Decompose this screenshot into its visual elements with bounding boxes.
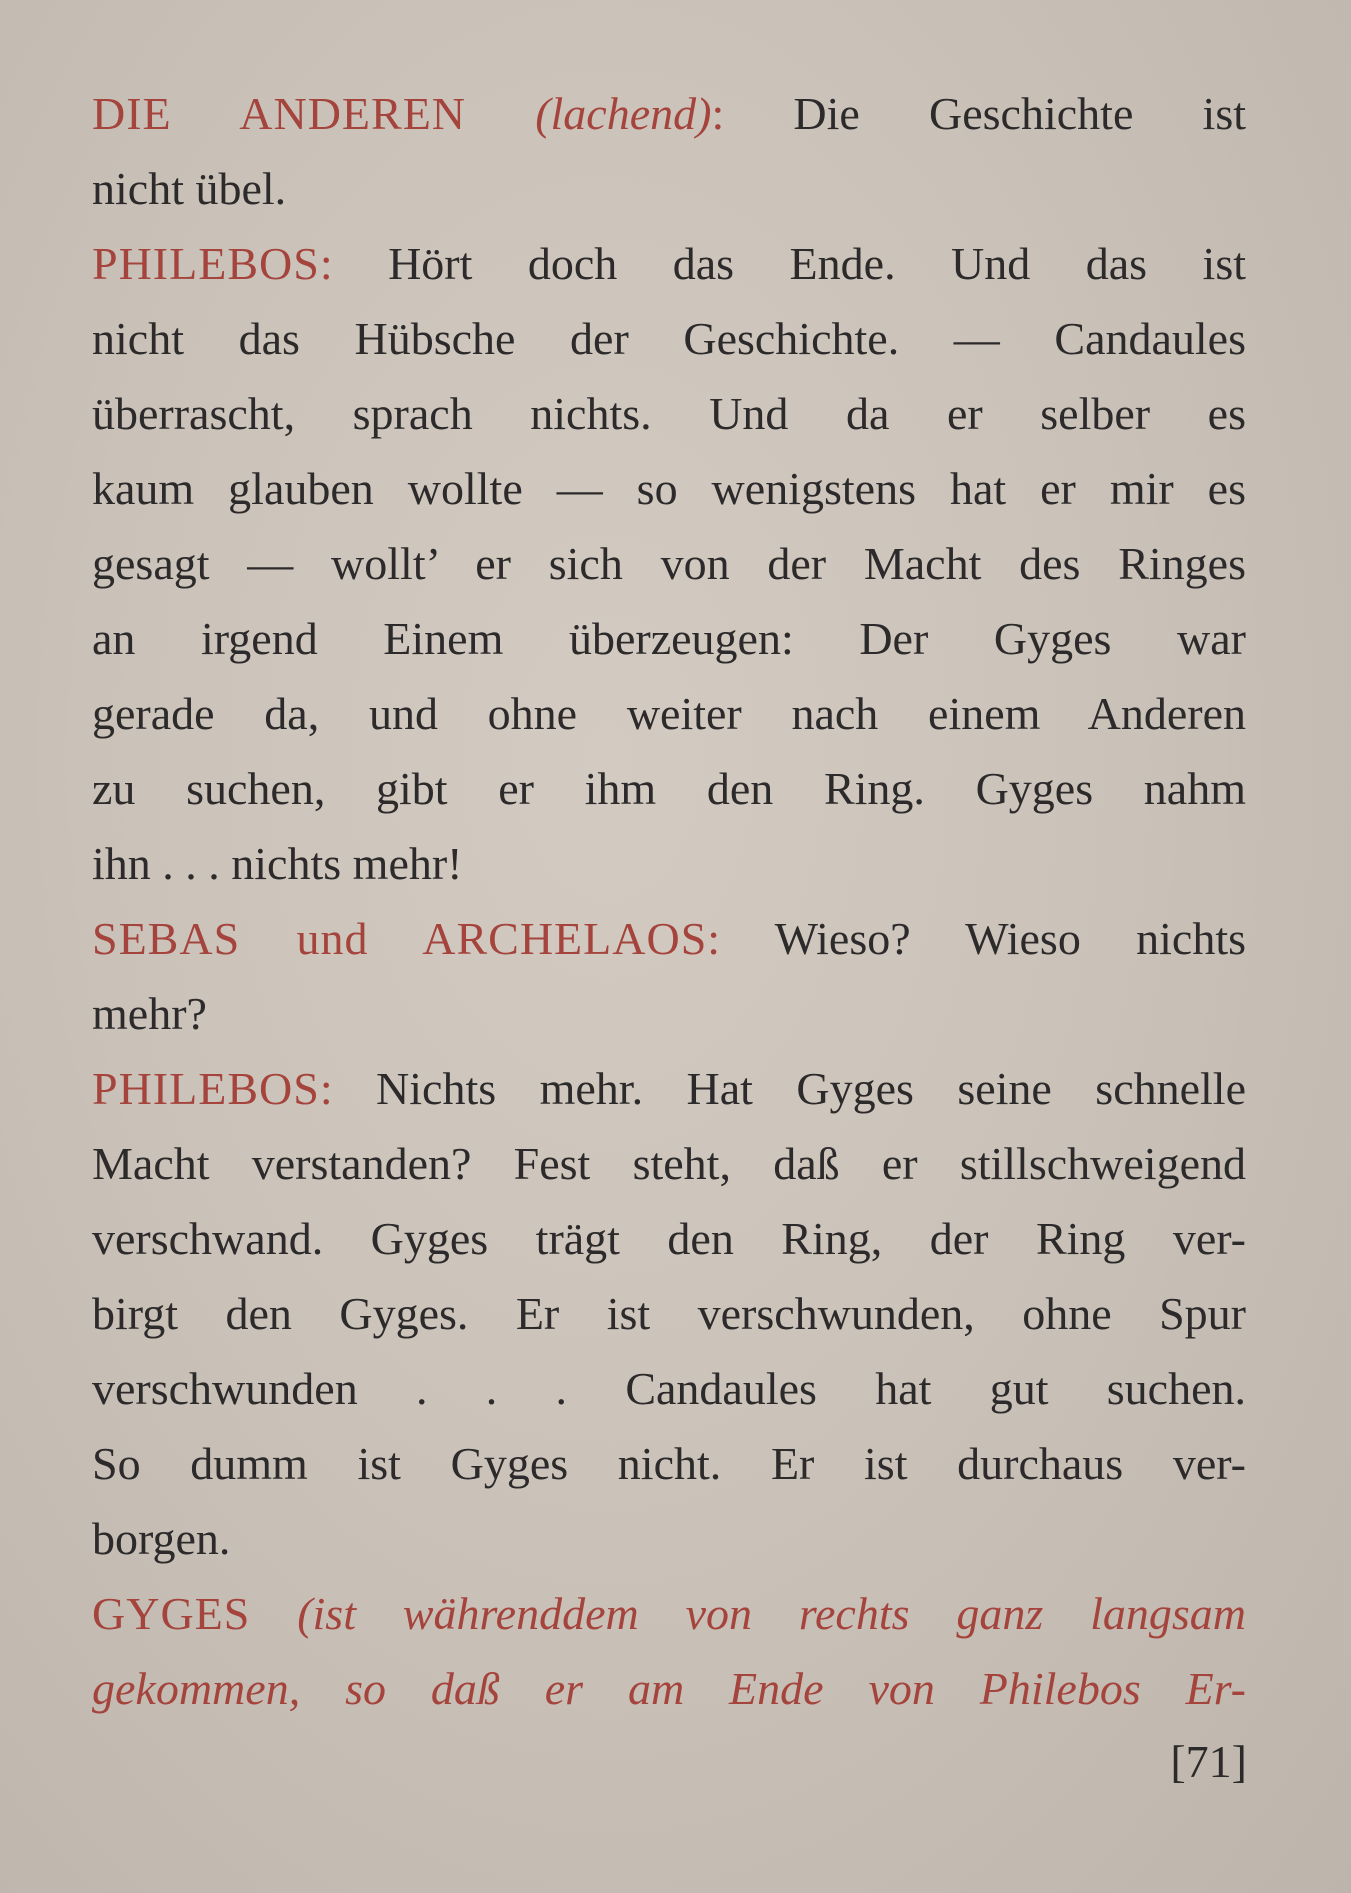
text-line xyxy=(92,901,1246,976)
speaker-colon: : xyxy=(707,913,721,964)
text-line xyxy=(92,1576,1246,1651)
text-line: nicht übel. xyxy=(92,163,287,214)
text-line: nicht das Hübsche der Geschichte. — Candaules xyxy=(92,313,1246,364)
text-line xyxy=(92,76,1246,151)
speaker-name: PHILEBOS xyxy=(92,238,320,289)
text-line: kaum glauben wollte — so wenigstens hat er mir es xyxy=(92,463,1246,514)
speaker-colon: : xyxy=(319,1063,333,1114)
text-line: verschwunden . . . Candaules hat gut suchen. xyxy=(92,1363,1246,1414)
speaker-name: SEBAS und ARCHELAOS xyxy=(92,913,708,964)
dialogue-text: Nichts mehr. Hat Gyges seine schnelle xyxy=(376,1063,1247,1114)
speaker-name: DIE ANDEREN xyxy=(92,88,467,139)
text-line: gesagt — wollt’ er sich von der Macht des Ringes xyxy=(92,538,1246,589)
dialogue-text: Hört doch das Ende. Und das ist xyxy=(388,238,1247,289)
text-line: So dumm ist Gyges nicht. Er ist durchaus ver- xyxy=(92,1438,1246,1489)
stage-direction: (lachend) xyxy=(535,88,712,139)
text-line xyxy=(92,1051,1246,1126)
text-line: borgen. xyxy=(92,1513,231,1564)
text-line: Macht verstanden? Fest steht, daß er stillschweigend xyxy=(92,1138,1246,1189)
text-line: birgt den Gyges. Er ist verschwunden, ohne Spur xyxy=(92,1288,1246,1339)
dialogue-text: Wieso? Wieso nichts xyxy=(774,913,1247,964)
text-line: mehr? xyxy=(92,988,207,1039)
speaker-name: GYGES xyxy=(92,1588,251,1639)
text-line: zu suchen, gibt er ihm den Ring. Gyges nahm xyxy=(92,763,1246,814)
speaker-colon: : xyxy=(319,238,333,289)
text-line: an irgend Einem überzeugen: Der Gyges war xyxy=(92,613,1246,664)
text-line: überrascht, sprach nichts. Und da er selber es xyxy=(92,388,1246,439)
page-text xyxy=(92,76,1246,1726)
text-line: verschwand. Gyges trägt den Ring, der Ring ver- xyxy=(92,1213,1246,1264)
text-line: ihn . . . nichts mehr! xyxy=(92,838,463,889)
stage-direction-line: gekommen, so daß er am Ende von Philebos Er- xyxy=(92,1663,1246,1714)
dialogue-text: Die Geschichte ist xyxy=(793,88,1246,139)
speaker-name: PHILEBOS xyxy=(92,1063,320,1114)
page-number: [71] xyxy=(1170,1736,1247,1787)
stage-direction: (ist währenddem von rechts ganz langsam xyxy=(297,1588,1247,1639)
text-line: gerade da, und ohne weiter nach einem Anderen xyxy=(92,688,1246,739)
speaker-colon: : xyxy=(711,88,725,139)
text-line xyxy=(92,226,1246,301)
